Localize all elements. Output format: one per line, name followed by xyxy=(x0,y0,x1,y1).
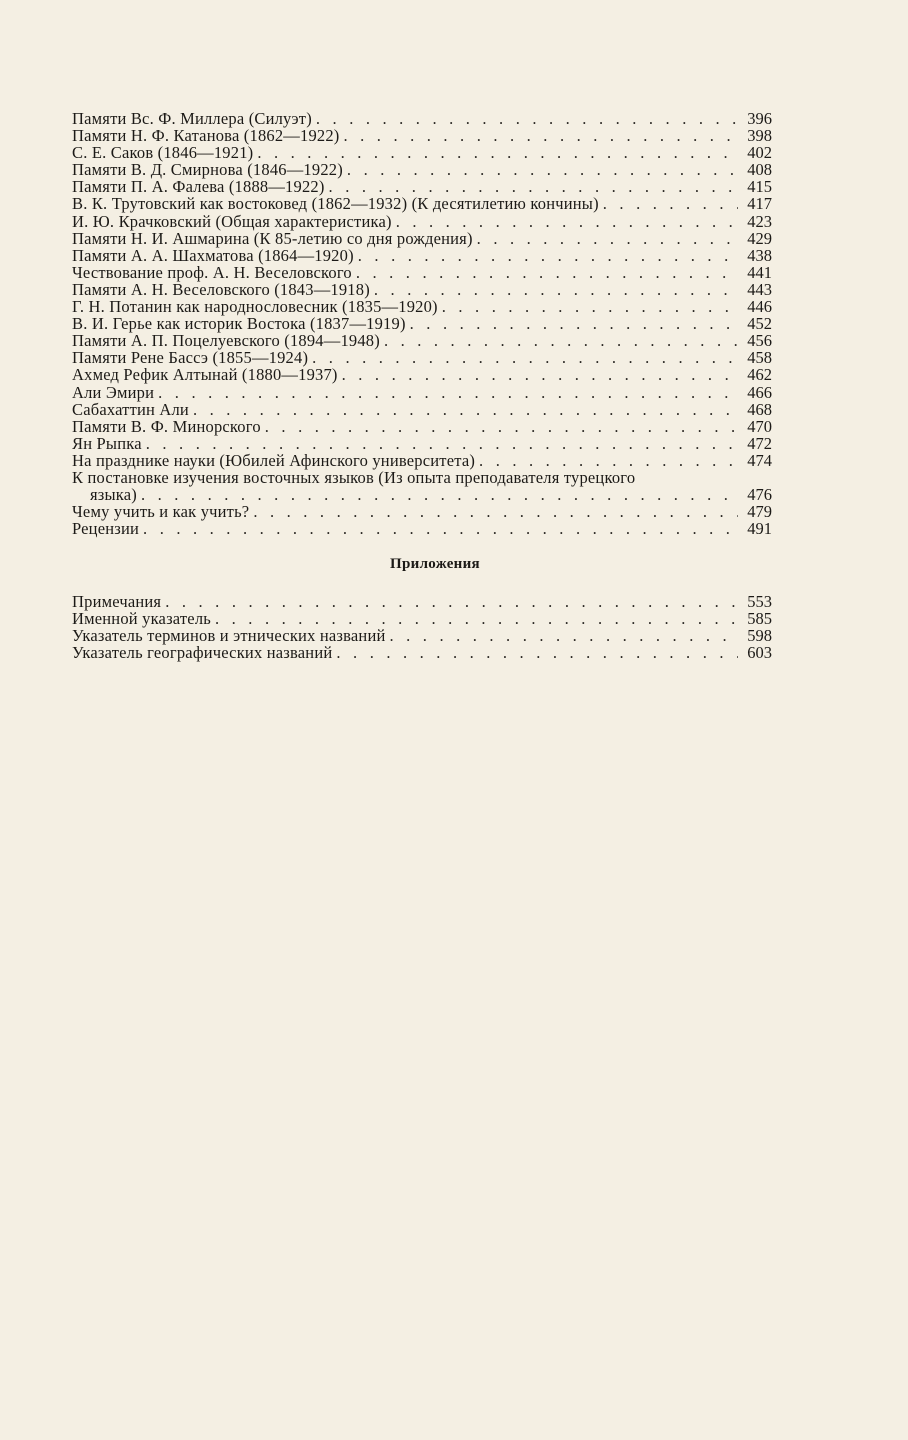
toc-entry-page: 398 xyxy=(747,126,772,146)
dot-leader xyxy=(161,593,738,610)
toc-entry xyxy=(72,593,772,610)
toc-entry-page: 470 xyxy=(747,416,772,436)
dot-leader xyxy=(475,452,738,469)
toc-entry-title: Чествование проф. А. Н. Веселовского xyxy=(72,262,352,282)
toc-entry-title-line2: языка) xyxy=(90,485,137,505)
dot-leader xyxy=(189,401,738,418)
toc-entry-title: В. И. Герье как историк Востока (1837—1919) xyxy=(72,314,406,334)
dot-leader xyxy=(380,332,738,349)
toc-entry-title: Памяти В. Ф. Минорского xyxy=(72,416,261,436)
toc-entry xyxy=(72,144,772,161)
toc-entry-continuation xyxy=(72,486,772,503)
toc-entry-page: 441 xyxy=(747,262,772,282)
dot-leader xyxy=(392,213,738,230)
toc-entry xyxy=(72,195,772,212)
toc-entry xyxy=(72,435,772,452)
toc-entry-page: 438 xyxy=(747,245,772,265)
appendix-heading: Приложения xyxy=(390,556,480,572)
toc-entry xyxy=(72,384,772,401)
toc-entry xyxy=(72,627,772,644)
toc-entry-title: В. К. Трутовский как востоковед (1862—1932) (К десятилетию кончины) xyxy=(72,194,599,214)
toc-entry-multiline xyxy=(72,469,772,503)
toc-entry-title: Сабахаттин Али xyxy=(72,399,189,419)
dot-leader xyxy=(211,610,738,627)
toc-entry-title: Памяти А. П. Поцелуевского (1894—1948) xyxy=(72,331,380,351)
dot-leader xyxy=(312,110,738,127)
dot-leader xyxy=(253,144,738,161)
toc-entry-page: 468 xyxy=(747,399,772,419)
toc-entry-title: Чему учить и как учить? xyxy=(72,502,250,522)
toc-entry xyxy=(72,247,772,264)
toc-entry xyxy=(72,366,772,383)
toc-entry-title: Указатель терминов и этнических названий xyxy=(72,626,386,646)
toc-entry-title: Именной указатель xyxy=(72,609,211,629)
toc-entry-page: 472 xyxy=(747,433,772,453)
dot-leader xyxy=(340,127,739,144)
dot-leader xyxy=(354,247,738,264)
toc-entry xyxy=(72,520,772,537)
toc-entry xyxy=(72,332,772,349)
toc-entry-title: На празднике науки (Юбилей Афинского университета) xyxy=(72,450,476,470)
toc-entry-title: Памяти Рене Бассэ (1855—1924) xyxy=(72,348,309,368)
toc-entry-page: 479 xyxy=(747,502,772,522)
toc-entry-title: Памяти П. А. Фалева (1888—1922) xyxy=(72,177,325,197)
toc-entry xyxy=(72,452,772,469)
table-of-contents xyxy=(72,110,772,537)
toc-entry-title: Памяти А. Н. Веселовского (1843—1918) xyxy=(72,279,370,299)
toc-entry-title: Памяти В. Д. Смирнова (1846—1922) xyxy=(72,160,343,180)
toc-entry-page: 476 xyxy=(747,485,772,505)
toc-entry-title: Г. Н. Потанин как народнословесник (1835—1920) xyxy=(72,297,438,317)
toc-entry xyxy=(72,610,772,627)
toc-entry-title: Али Эмири xyxy=(72,382,155,402)
toc-entry-page: 553 xyxy=(747,592,772,611)
dot-leader xyxy=(599,195,738,212)
toc-entry xyxy=(72,178,772,195)
toc-entry-page: 474 xyxy=(747,450,772,470)
dot-leader xyxy=(338,366,738,383)
toc-entry xyxy=(72,315,772,332)
dot-leader xyxy=(332,644,738,661)
dot-leader xyxy=(438,298,738,315)
toc-entry-title: Примечания xyxy=(72,592,162,611)
toc-entry-page: 446 xyxy=(747,297,772,317)
toc-entry xyxy=(72,349,772,366)
toc-entry xyxy=(72,644,772,661)
toc-entry-page: 429 xyxy=(747,228,772,248)
toc-entry xyxy=(72,110,772,127)
toc-entry-page: 491 xyxy=(747,519,772,539)
toc-entry-page: 458 xyxy=(747,348,772,368)
toc-entry xyxy=(72,213,772,230)
dot-leader xyxy=(142,435,738,452)
toc-entry-page: 402 xyxy=(747,143,772,163)
dot-leader xyxy=(249,503,738,520)
toc-entry-page: 396 xyxy=(747,109,772,128)
toc-entry-title: Памяти Н. Ф. Катанова (1862—1922) xyxy=(72,126,340,146)
toc-entry-title: Указатель географических названий xyxy=(72,643,333,663)
toc-entry xyxy=(72,418,772,435)
dot-leader xyxy=(154,384,738,401)
dot-leader xyxy=(261,418,738,435)
toc-entry-page: 598 xyxy=(747,626,772,646)
dot-leader xyxy=(343,161,738,178)
dot-leader xyxy=(370,281,738,298)
toc-entry xyxy=(72,161,772,178)
appendix-contents xyxy=(72,593,772,661)
toc-entry-page: 585 xyxy=(747,609,772,629)
toc-entry xyxy=(72,230,772,247)
toc-entry-title-line1: К постановке изучения восточных языков (Из опыта преподавателя турецкого xyxy=(72,467,636,487)
toc-entry xyxy=(72,401,772,418)
dot-leader xyxy=(325,178,738,195)
toc-entry-title: С. Е. Саков (1846—1921) xyxy=(72,143,254,163)
toc-entry-title: Памяти Н. И. Ашмарина (К 85-летию со дня рождения) xyxy=(72,228,473,248)
toc-entry-title: Памяти А. А. Шахматова (1864—1920) xyxy=(72,245,354,265)
toc-entry-page: 408 xyxy=(747,160,772,180)
toc-entry-title: И. Ю. Крачковский (Общая характеристика) xyxy=(72,211,392,231)
toc-entry-title: Памяти Вс. Ф. Миллера (Силуэт) xyxy=(72,109,312,128)
dot-leader xyxy=(473,230,738,247)
dot-leader xyxy=(352,264,738,281)
toc-entry-page: 462 xyxy=(747,365,772,385)
toc-entry-title: Ян Рыпка xyxy=(72,433,142,453)
toc-entry-title: Ахмед Рефик Алтынай (1880—1937) xyxy=(72,365,338,385)
toc-entry-page: 417 xyxy=(747,194,772,214)
toc-entry-page: 415 xyxy=(747,177,772,197)
dot-leader xyxy=(139,520,738,537)
dot-leader xyxy=(137,486,738,503)
dot-leader xyxy=(386,627,739,644)
toc-entry-page: 466 xyxy=(747,382,772,402)
toc-entry xyxy=(72,503,772,520)
toc-entry-page: 443 xyxy=(747,279,772,299)
dot-leader xyxy=(406,315,738,332)
toc-entry xyxy=(72,281,772,298)
toc-entry-page: 423 xyxy=(747,211,772,231)
toc-entry xyxy=(72,298,772,315)
toc-entry xyxy=(72,264,772,281)
toc-entry xyxy=(72,127,772,144)
toc-entry-page: 456 xyxy=(747,331,772,351)
dot-leader xyxy=(308,349,738,366)
toc-entry-title: Рецензии xyxy=(72,519,140,539)
toc-entry-page: 603 xyxy=(747,643,772,663)
toc-entry-page: 452 xyxy=(747,314,772,334)
